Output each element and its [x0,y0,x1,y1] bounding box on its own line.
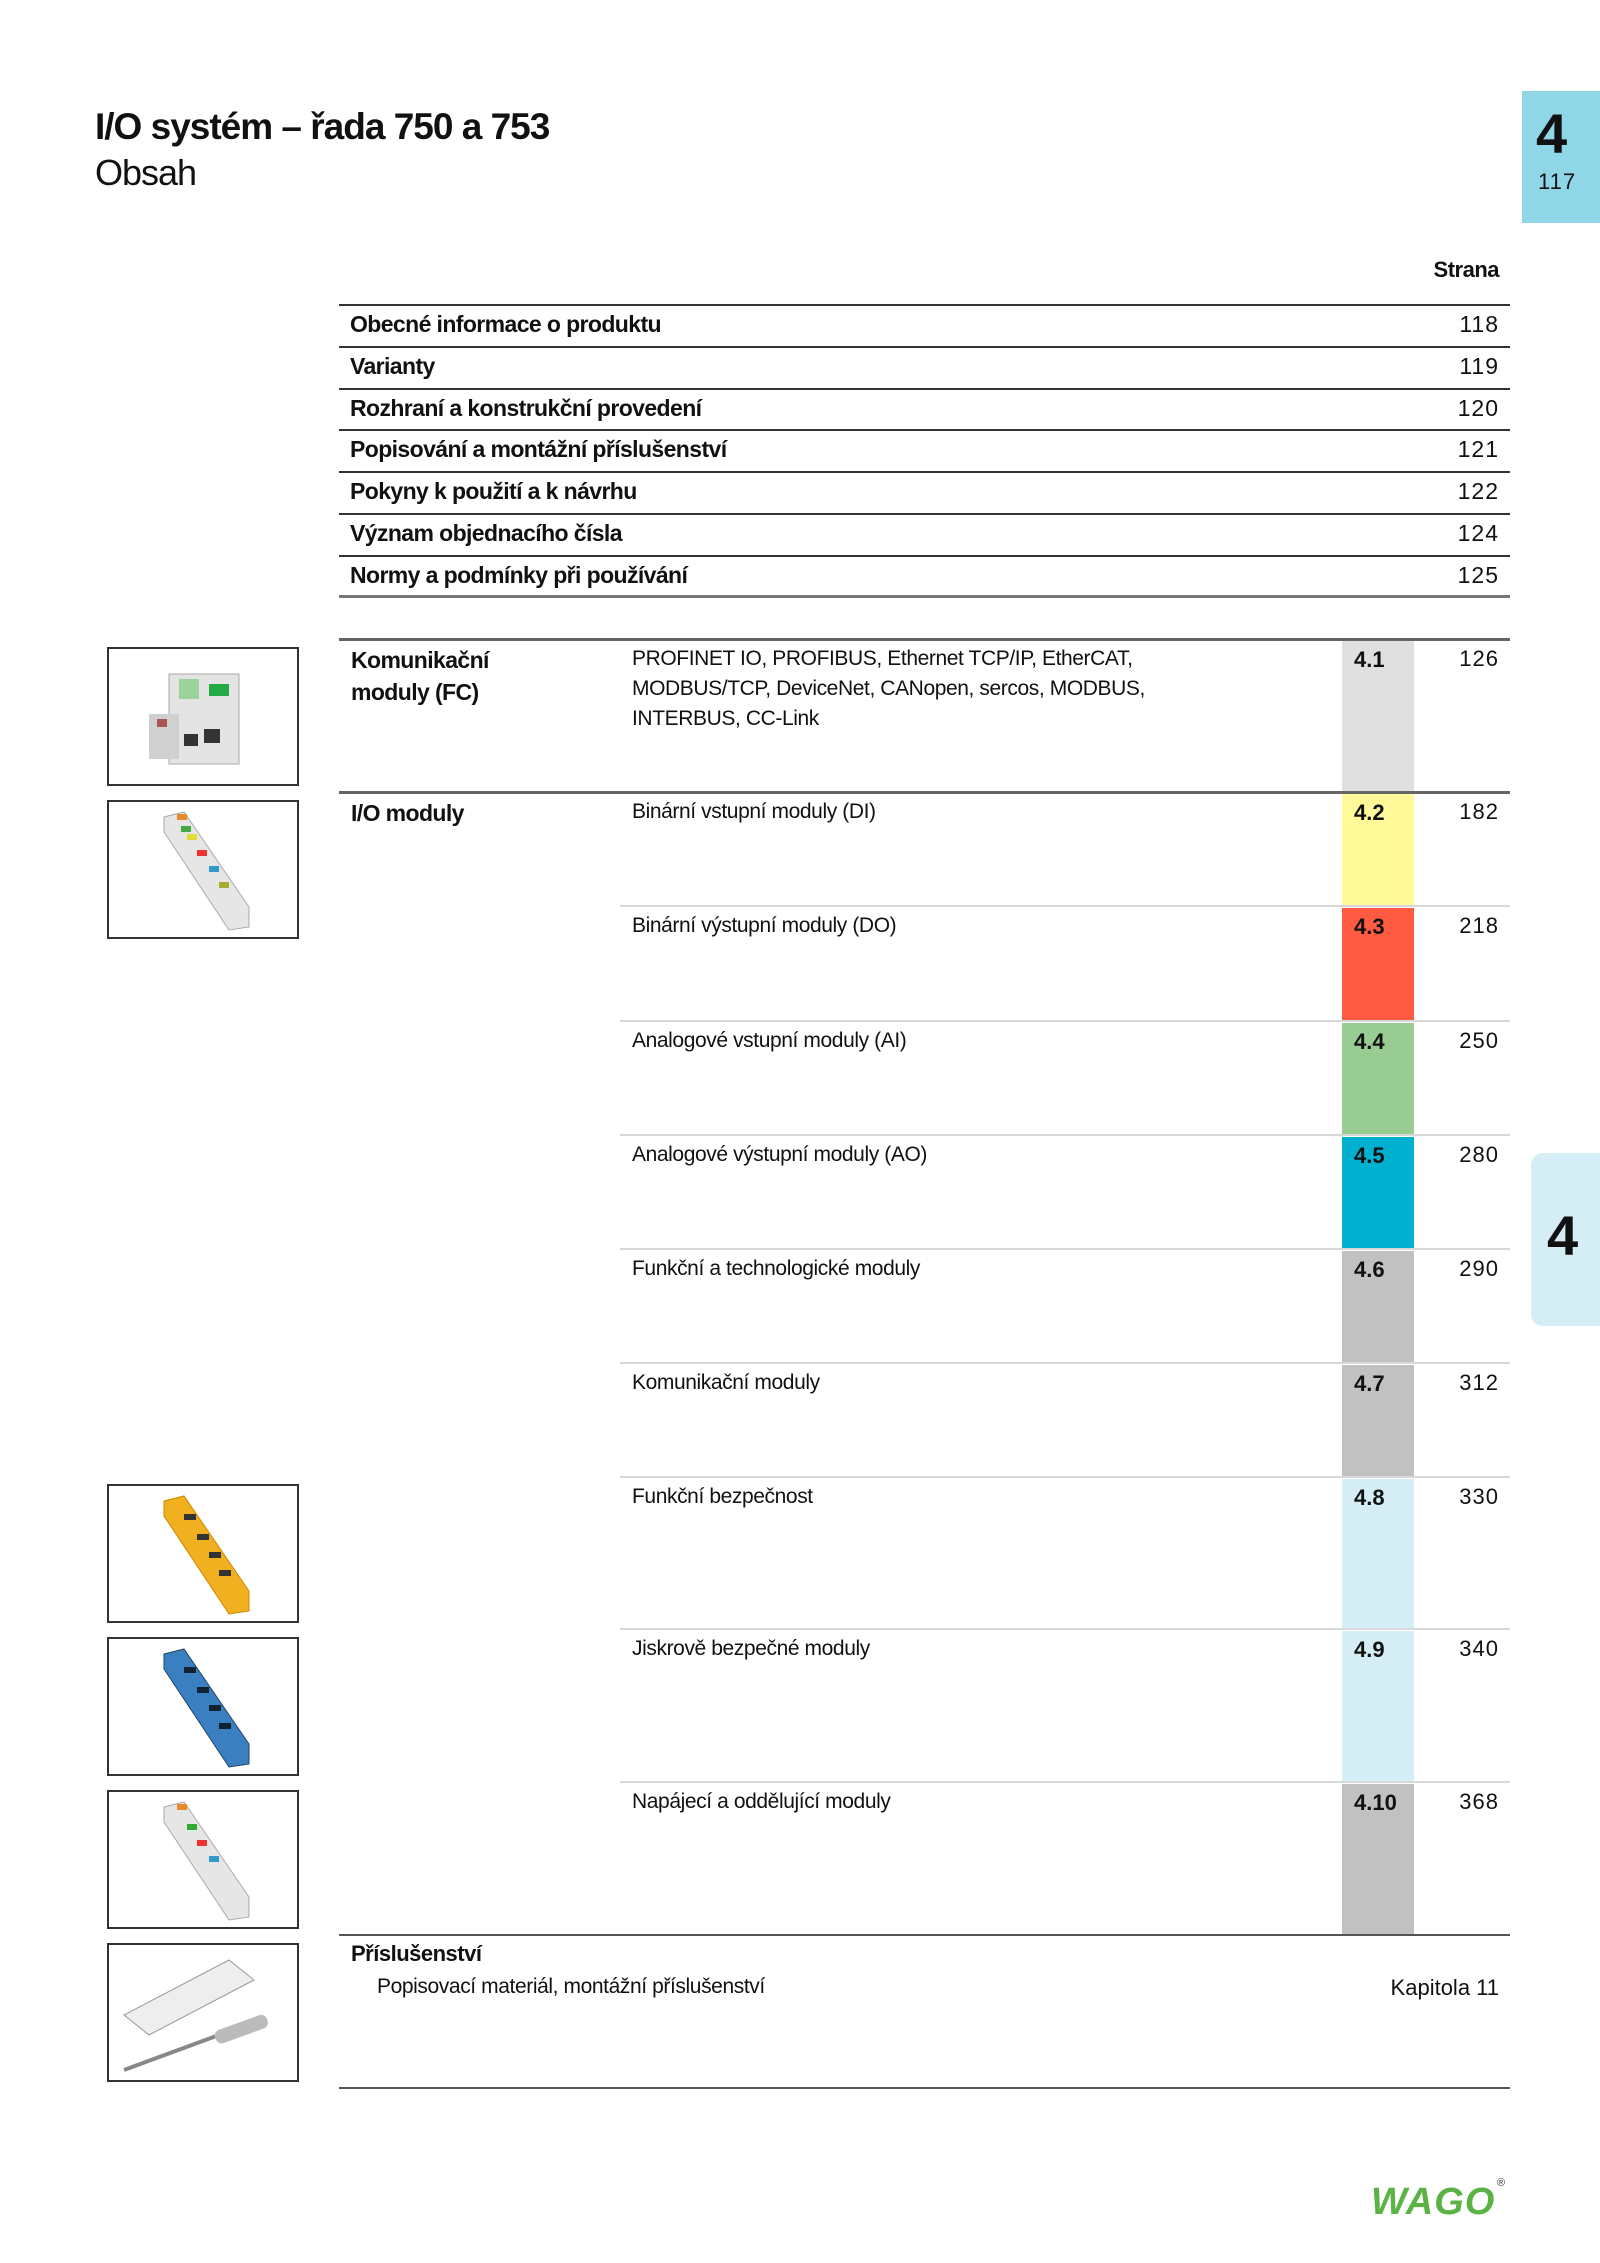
chapter-color-chip[interactable] [1342,641,1414,791]
section-page: 340 [1459,1636,1499,1661]
power-supply-module-image [107,1790,299,1929]
intrinsically-safe-module-image [107,1637,299,1776]
row-divider [620,1248,1510,1250]
section-description[interactable]: Analogové výstupní moduly (AO) [632,1143,927,1166]
row-divider [339,791,1510,794]
row-divider [620,1362,1510,1364]
row-divider [620,1628,1510,1630]
row-divider [620,1781,1510,1783]
toc-item-label: Obecné informace o produktu [350,311,661,337]
svg-text:WAGO: WAGO [1371,2181,1496,2222]
section-description[interactable]: Komunikační moduly [632,1371,820,1394]
chapter-color-chip[interactable] [1342,1784,1414,1934]
chapter-number: 4.3 [1354,914,1385,939]
section-page: 280 [1459,1142,1499,1167]
toc-item-page: 118 [1459,311,1499,337]
section-description[interactable]: Funkční bezpečnost [632,1485,813,1508]
chapter-color-chip[interactable] [1342,908,1414,1020]
section-page: 182 [1459,799,1499,824]
toc-item[interactable] [339,346,1510,389]
section-description[interactable]: Analogové vstupní moduly (AI) [632,1029,907,1052]
chapter-color-chip[interactable] [1342,794,1414,905]
row-divider [620,905,1510,907]
safety-module-image [107,1484,299,1623]
toc-item-page: 125 [1457,561,1499,588]
chapter-tab [1522,91,1600,223]
chapter-number: 4.9 [1354,1637,1385,1662]
section-group-label: Komunikační moduly (FC) [351,647,489,705]
side-chapter-tab[interactable] [1531,1153,1600,1326]
row-divider [620,1020,1510,1022]
section-page: 330 [1459,1484,1499,1509]
svg-text:®: ® [1497,2177,1506,2189]
section-description[interactable]: Napájecí a oddělující moduly [632,1790,891,1813]
side-chapter-number: 4 [1547,1204,1579,1267]
row-divider [620,1134,1510,1136]
chapter-color-chip[interactable] [1342,1479,1414,1628]
toc-item-label: Popisování a montážní příslušenství [350,436,727,463]
chapter-number: 4.1 [1354,647,1385,672]
toc-item[interactable] [339,555,1510,598]
page-column-header: Strana [1433,257,1499,282]
chapter-color-chip[interactable] [1342,1251,1414,1362]
toc-item-page: 120 [1457,394,1499,421]
toc-item-label: Pokyny k použití a k návrhu [350,478,637,505]
toc-item[interactable] [339,304,1510,347]
section-page: 218 [1459,913,1499,938]
section-page: 312 [1459,1370,1499,1395]
toc-item-label: Význam objednacího čísla [350,520,622,546]
accessories-description: Popisovací materiál, montážní příslušenství [377,1975,765,1998]
section-group-label: I/O moduly [351,800,464,826]
section-description[interactable]: Binární výstupní moduly (DO) [632,914,897,937]
chapter-number: 4.4 [1354,1029,1385,1054]
toc-item-label: Varianty [350,352,435,379]
section-description[interactable]: PROFINET IO, PROFIBUS, Ethernet TCP/IP, EtherCAT, MODBUS/TCP, DeviceNet, CANopen, sercos, MODBUS, INTERBUS, CC-Link [632,647,1145,730]
chapter-number: 4 [1536,102,1568,165]
toc-item-page: 124 [1457,520,1499,546]
toc-item-page: 121 [1457,436,1499,463]
accessories-image [107,1943,299,2082]
chapter-number: 4.10 [1354,1790,1397,1815]
toc-item[interactable] [339,429,1510,472]
chapter-number: 4.8 [1354,1485,1385,1510]
section-page: 290 [1459,1256,1499,1281]
page-subtitle: Obsah [95,152,197,193]
section-description[interactable]: Jiskrově bezpečné moduly [632,1637,870,1660]
divider [339,595,1510,598]
divider [339,2087,1510,2089]
page-title: I/O systém – řada 750 a 753 [95,106,550,147]
toc-item[interactable] [339,388,1510,431]
section-page: 126 [1459,646,1499,671]
fieldbus-coupler-image [107,647,299,786]
row-divider [339,1934,1510,1936]
toc-item-page: 122 [1457,478,1499,505]
row-divider [339,638,1510,641]
toc-item-label: Normy a podmínky při používání [350,561,688,588]
toc-item-label: Rozhraní a konstrukční provedení [350,394,702,421]
chapter-color-chip[interactable] [1342,1365,1414,1476]
toc-item[interactable] [339,471,1510,514]
chapter-number: 4.5 [1354,1143,1385,1168]
chapter-number: 4.2 [1354,800,1385,825]
io-module-image [107,800,299,939]
section-description[interactable]: Binární vstupní moduly (DI) [632,800,876,823]
section-page: 368 [1459,1789,1499,1814]
section-description[interactable]: Funkční a technologické moduly [632,1257,920,1280]
chapter-number: 4.6 [1354,1257,1385,1282]
row-divider [620,1476,1510,1478]
toc-item-page: 119 [1459,352,1499,379]
section-page: 250 [1459,1028,1499,1053]
page-number: 117 [1538,169,1577,194]
accessories-chapter-ref[interactable]: Kapitola 11 [1390,1975,1499,2000]
chapter-number: 4.7 [1354,1371,1385,1396]
toc-item[interactable] [339,513,1510,556]
accessories-title: Příslušenství [351,1941,482,1966]
wago-logo [1369,2174,1509,2222]
chapter-color-chip[interactable] [1342,1023,1414,1134]
chapter-color-chip[interactable] [1342,1631,1414,1781]
chapter-color-chip[interactable] [1342,1137,1414,1248]
